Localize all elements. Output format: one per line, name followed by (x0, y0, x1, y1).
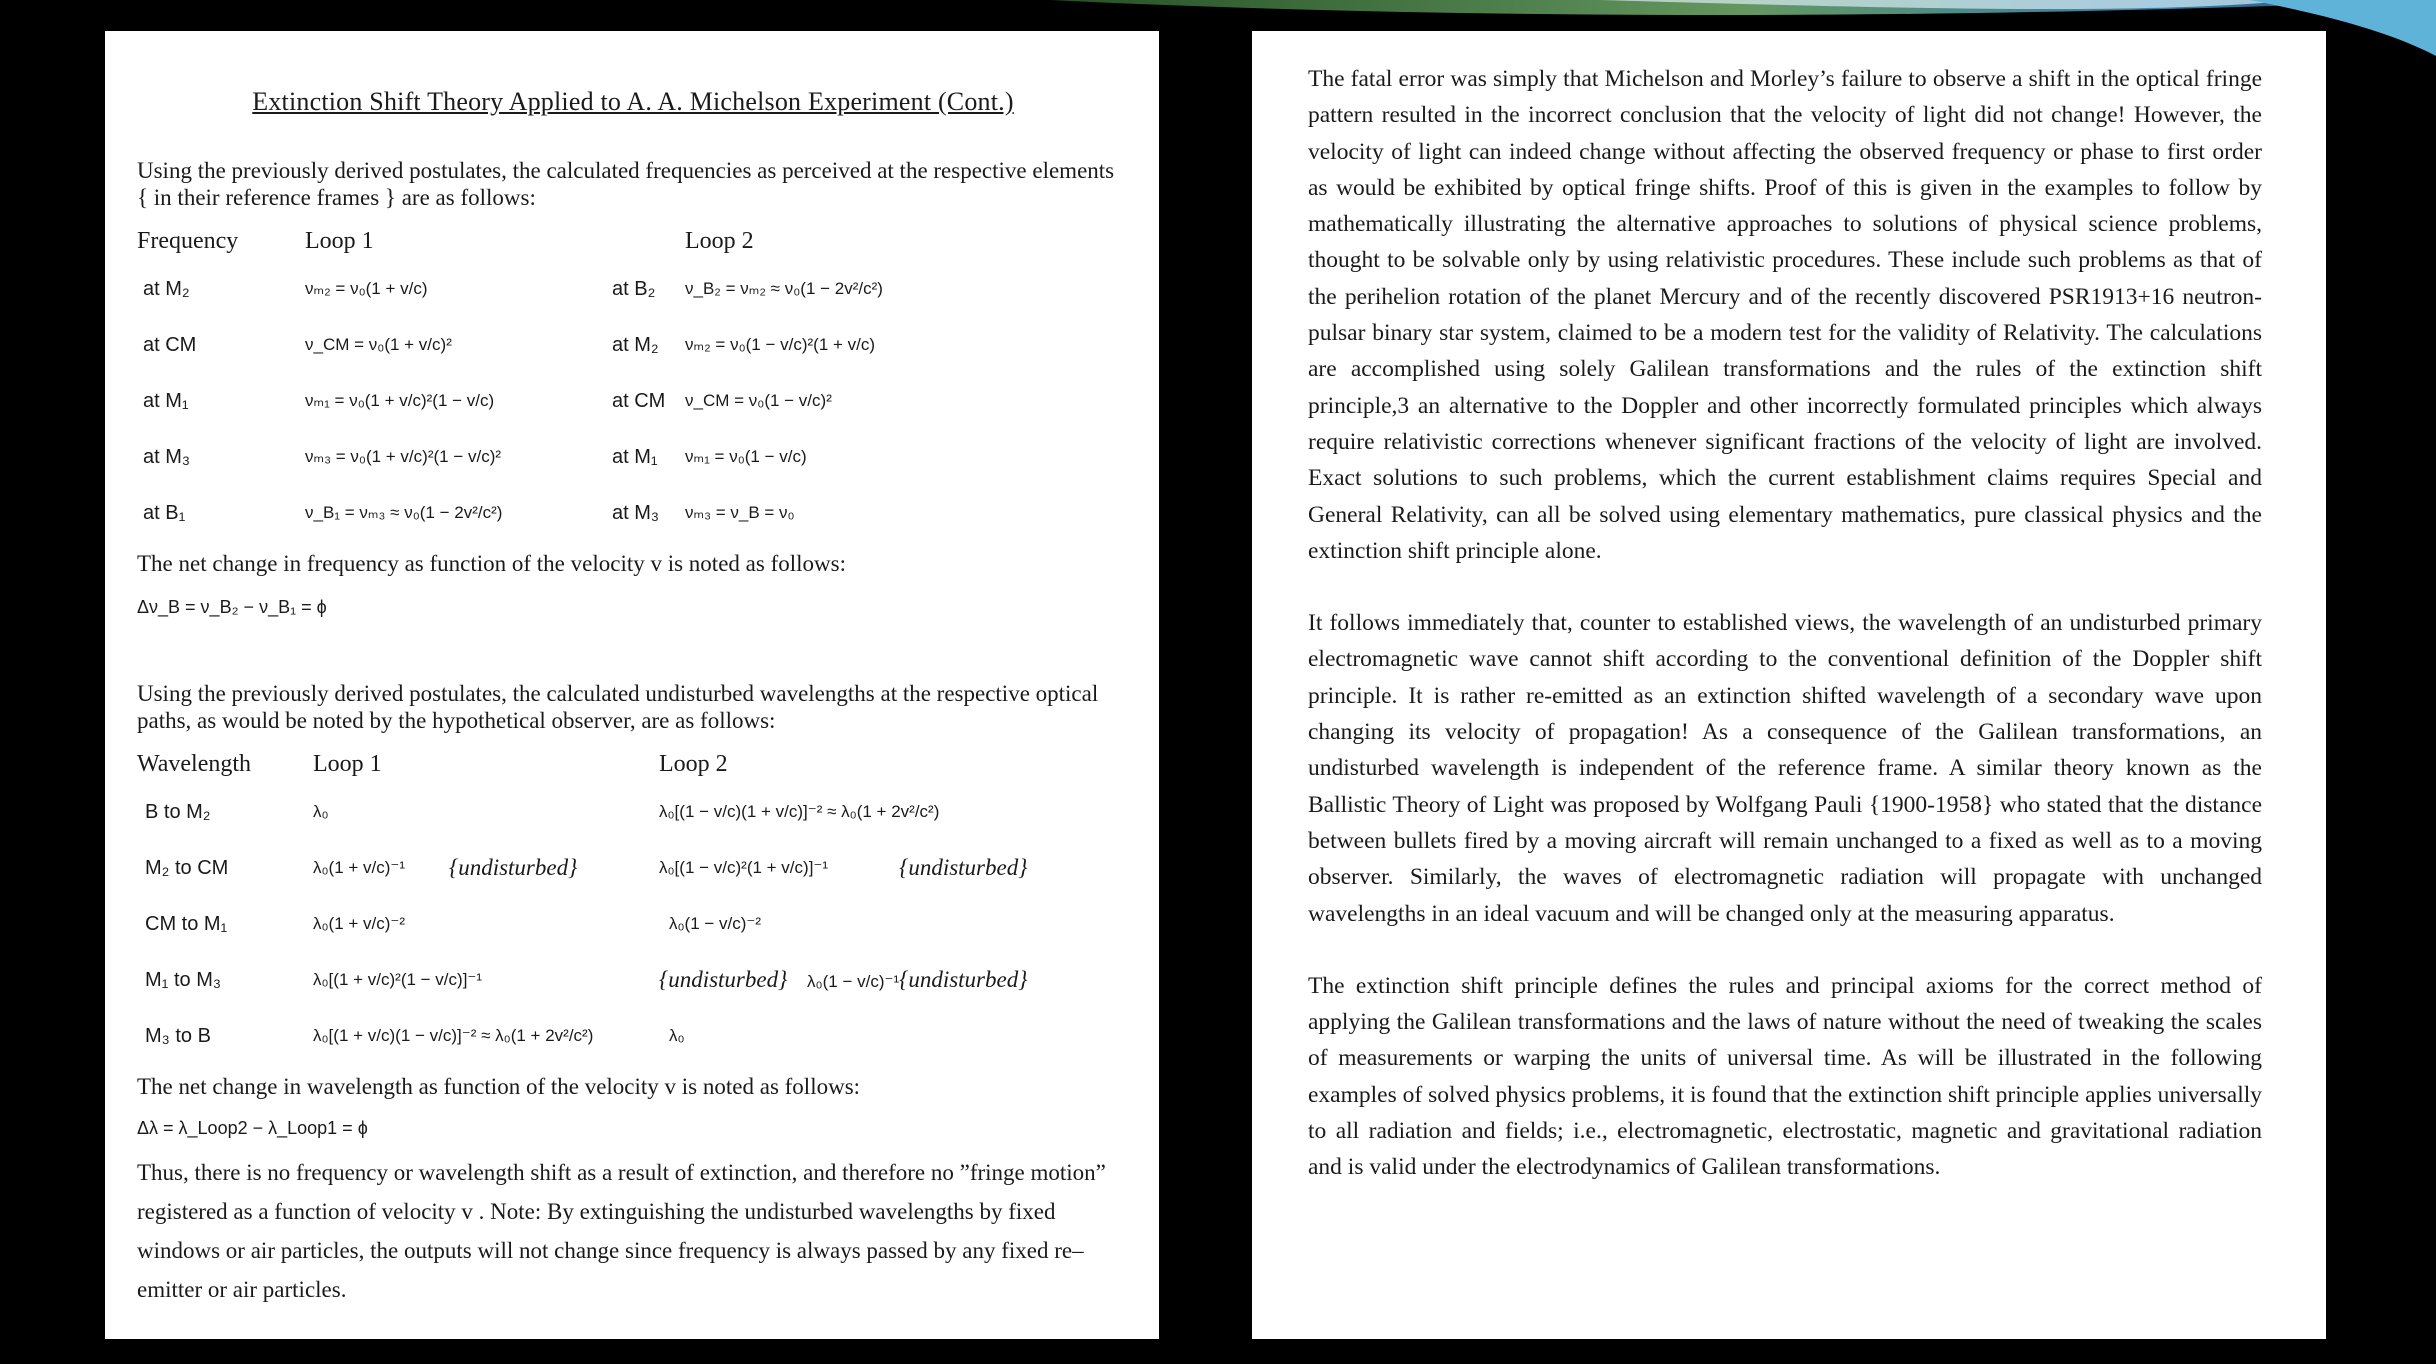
equation: νₘ₁ = ν₀(1 + v/c)²(1 − v/c) (305, 391, 495, 410)
equation: λ₀(1 − v/c)⁻² (669, 914, 762, 933)
undisturbed-note (899, 896, 1129, 952)
delta-wavelength-equation: Δλ = λ_Loop2 − λ_Loop1 = ϕ (137, 1118, 368, 1138)
path-label: M₂ to CM (145, 856, 229, 879)
equation: λ₀[(1 + v/c)(1 − v/c)]⁻² ≈ λ₀(1 + 2v²/c²) (313, 1026, 594, 1045)
body-paragraph: The fatal error was simply that Michelson and Morley’s failure to observe a shift in the optical fringe pattern resulted in the incorrect conclusion that the velocity of light did not change! However, the velocity of light can indeed change without affecting the observed frequency or phase to first order as would be exhibited by optical fringe shifts. Proof of this is given in the examples to follow by mathematically illustrating the alternative approaches to solutions of physical science problems, thought to be solvable only by using relativistic procedures. These include such problems as that of the perihelion rotation of the planet Mercury and of the recently discovered PSR1913+16 neutron-pulsar binary star system, claimed to be a modern test for the validity of Relativity. The calculations are accomplished using solely Galilean transformations and the rules of the extinction shift principle,3 an alternative to the Doppler and other incorrectly formulated principles which always require relativistic corrections whenever significant fractions of the velocity of light are involved. Exact solutions to such problems, which the current establishment claims requires Special and General Relativity, can all be solved using elementary mathematics, pure classical physics and the extinction shift principle alone. (1308, 66, 2262, 564)
undisturbed-note: {undisturbed} (449, 855, 578, 880)
equation: νₘ₃ = ν_B = ν₀ (685, 503, 795, 522)
table-row (137, 840, 1129, 896)
column-header: Wavelength (137, 750, 252, 777)
table-row (137, 896, 1129, 952)
element-label: at M₃ (612, 501, 660, 524)
table-row (137, 317, 1129, 373)
equation: λ₀ (669, 1026, 685, 1045)
equation: νₘ₃ = ν₀(1 + v/c)²(1 − v/c)² (305, 447, 502, 466)
table-header-row (137, 744, 1129, 784)
left-document-page (105, 31, 1159, 1339)
path-label: B to M₂ (145, 800, 211, 823)
table-row (137, 485, 1129, 541)
column-header: Loop 2 (659, 750, 728, 777)
column-header: Frequency (137, 227, 239, 254)
net-change-frequency-text: The net change in frequency as function of the velocity v is noted as follows: (137, 551, 846, 576)
path-label: M₁ to M₃ (145, 968, 222, 991)
table-header-row (137, 221, 1129, 261)
equation: ν_CM = ν₀(1 + v/c)² (305, 335, 452, 354)
element-label: at B₂ (612, 277, 656, 300)
table-row (137, 952, 1129, 1008)
undisturbed-note: {undisturbed} (659, 967, 788, 992)
element-label: at M₁ (612, 445, 658, 468)
equation: νₘ₂ = ν₀(1 − v/c)²(1 + v/c) (685, 335, 876, 354)
equation: λ₀[(1 − v/c)(1 + v/c)]⁻² ≈ λ₀(1 + 2v²/c²) (659, 802, 940, 821)
delta-frequency-equation: Δν_B = ν_B₂ − ν_B₁ = ϕ (137, 597, 327, 617)
column-header: Loop 1 (313, 750, 382, 777)
element-label: at B₁ (143, 501, 186, 524)
table-row (137, 784, 1129, 840)
equation: νₘ₁ = ν₀(1 − v/c) (685, 447, 807, 466)
table-row (137, 1008, 1129, 1064)
table-row (137, 261, 1129, 317)
net-change-wavelength-text: The net change in wavelength as function of the velocity v is noted as follows: (137, 1074, 861, 1099)
undisturbed-note: {undisturbed} (899, 855, 1028, 880)
intro-frequency-paragraph: Using the previously derived postulates, the calculated frequencies as perceived at the respective elements { in their reference frames } are as follows: (137, 158, 1115, 210)
element-label: at M₁ (143, 389, 189, 412)
body-paragraph: The extinction shift principle defines the rules and principal axioms for the correct method of applying the Galilean transformations and the laws of nature without the need of tweaking the scales of measurements or warping the units of universal time. As will be illustrated in the following examples of solved physics problems, it is found that the extinction shift principle applies universally to all radiation and fields; i.e., electromagnetic, electrostatic, magnetic and gravitational radiation and is valid under the electrodynamics of Galilean transformations. (1308, 972, 2262, 1181)
frequency-table (137, 221, 1129, 541)
element-label: at M₂ (612, 333, 659, 356)
body-paragraph: It follows immediately that, counter to established views, the wavelength of an undisturbed primary electromagnetic wave cannot shift according to the conventional definition of the Doppler shift principle. It is rather re-emitted as an extinction shifted wavelength of a secondary wave upon changing its velocity of propagation! As a consequence of the Galilean transformations, an undisturbed wavelength is independent of the reference frame. A similar theory known as the Ballistic Theory of Light was proposed by Wolfgang Pauli {1900-1958} who stated that the distance between bullets fired by a moving aircraft will remain unchanged to a fixed as well as to a moving observer. Similarly, the waves of electromagnetic radiation will propagate with unchanged wavelengths in an ideal vacuum and will be changed only at the measuring apparatus. (1308, 610, 2262, 927)
table-row (137, 373, 1129, 429)
equation: λ₀[(1 + v/c)²(1 − v/c)]⁻¹ (313, 970, 483, 989)
element-label: at CM (143, 333, 197, 356)
element-label: at M₃ (143, 445, 191, 468)
equation: λ₀[(1 − v/c)²(1 + v/c)]⁻¹ (659, 858, 829, 877)
equation: λ₀(1 − v/c)⁻¹ (807, 972, 900, 991)
equation: ν_CM = ν₀(1 − v/c)² (685, 391, 832, 410)
element-label: at M₂ (143, 277, 190, 300)
undisturbed-note: {undisturbed} (899, 967, 1028, 992)
equation: νₘ₂ = ν₀(1 + v/c) (305, 279, 428, 298)
wavelength-table (137, 744, 1129, 1064)
path-label: CM to M₁ (145, 912, 228, 935)
equation: ν_B₂ = νₘ₂ ≈ ν₀(1 − 2v²/c²) (685, 279, 883, 298)
equation: ν_B₁ = νₘ₃ ≈ ν₀(1 − 2v²/c²) (305, 503, 503, 522)
column-header: Loop 2 (685, 227, 754, 254)
undisturbed-note (449, 896, 659, 952)
element-label: at CM (612, 389, 666, 412)
intro-wavelength-paragraph: Using the previously derived postulates, the calculated undisturbed wavelengths at the respective optical paths, as would be noted by the hypothetical observer, are as follows: (137, 681, 1099, 733)
equation: λ₀(1 + v/c)⁻¹ (313, 858, 406, 877)
equation: λ₀(1 + v/c)⁻² (313, 914, 406, 933)
wavelength-row-right (659, 952, 899, 1008)
undisturbed-note (449, 784, 659, 840)
page-title: Extinction Shift Theory Applied to A. A. Michelson Experiment (Cont.) (252, 87, 1014, 116)
right-document-page (1252, 31, 2326, 1339)
table-row (137, 429, 1129, 485)
path-label: M₃ to B (145, 1024, 211, 1047)
equation: λ₀ (313, 802, 329, 821)
conclusion-paragraph: Thus, there is no frequency or wavelength shift as a result of extinction, and therefore no ”fringe motion” registered as a function of velocity v . Note: By extinguishing the undisturbed wavelengths by fixed windows or air particles, the outputs will not change since frequency is always passed by any fixed re–emitter or air particles. (137, 1160, 1106, 1302)
undisturbed-note (899, 1008, 1129, 1064)
column-header: Loop 1 (305, 227, 374, 254)
